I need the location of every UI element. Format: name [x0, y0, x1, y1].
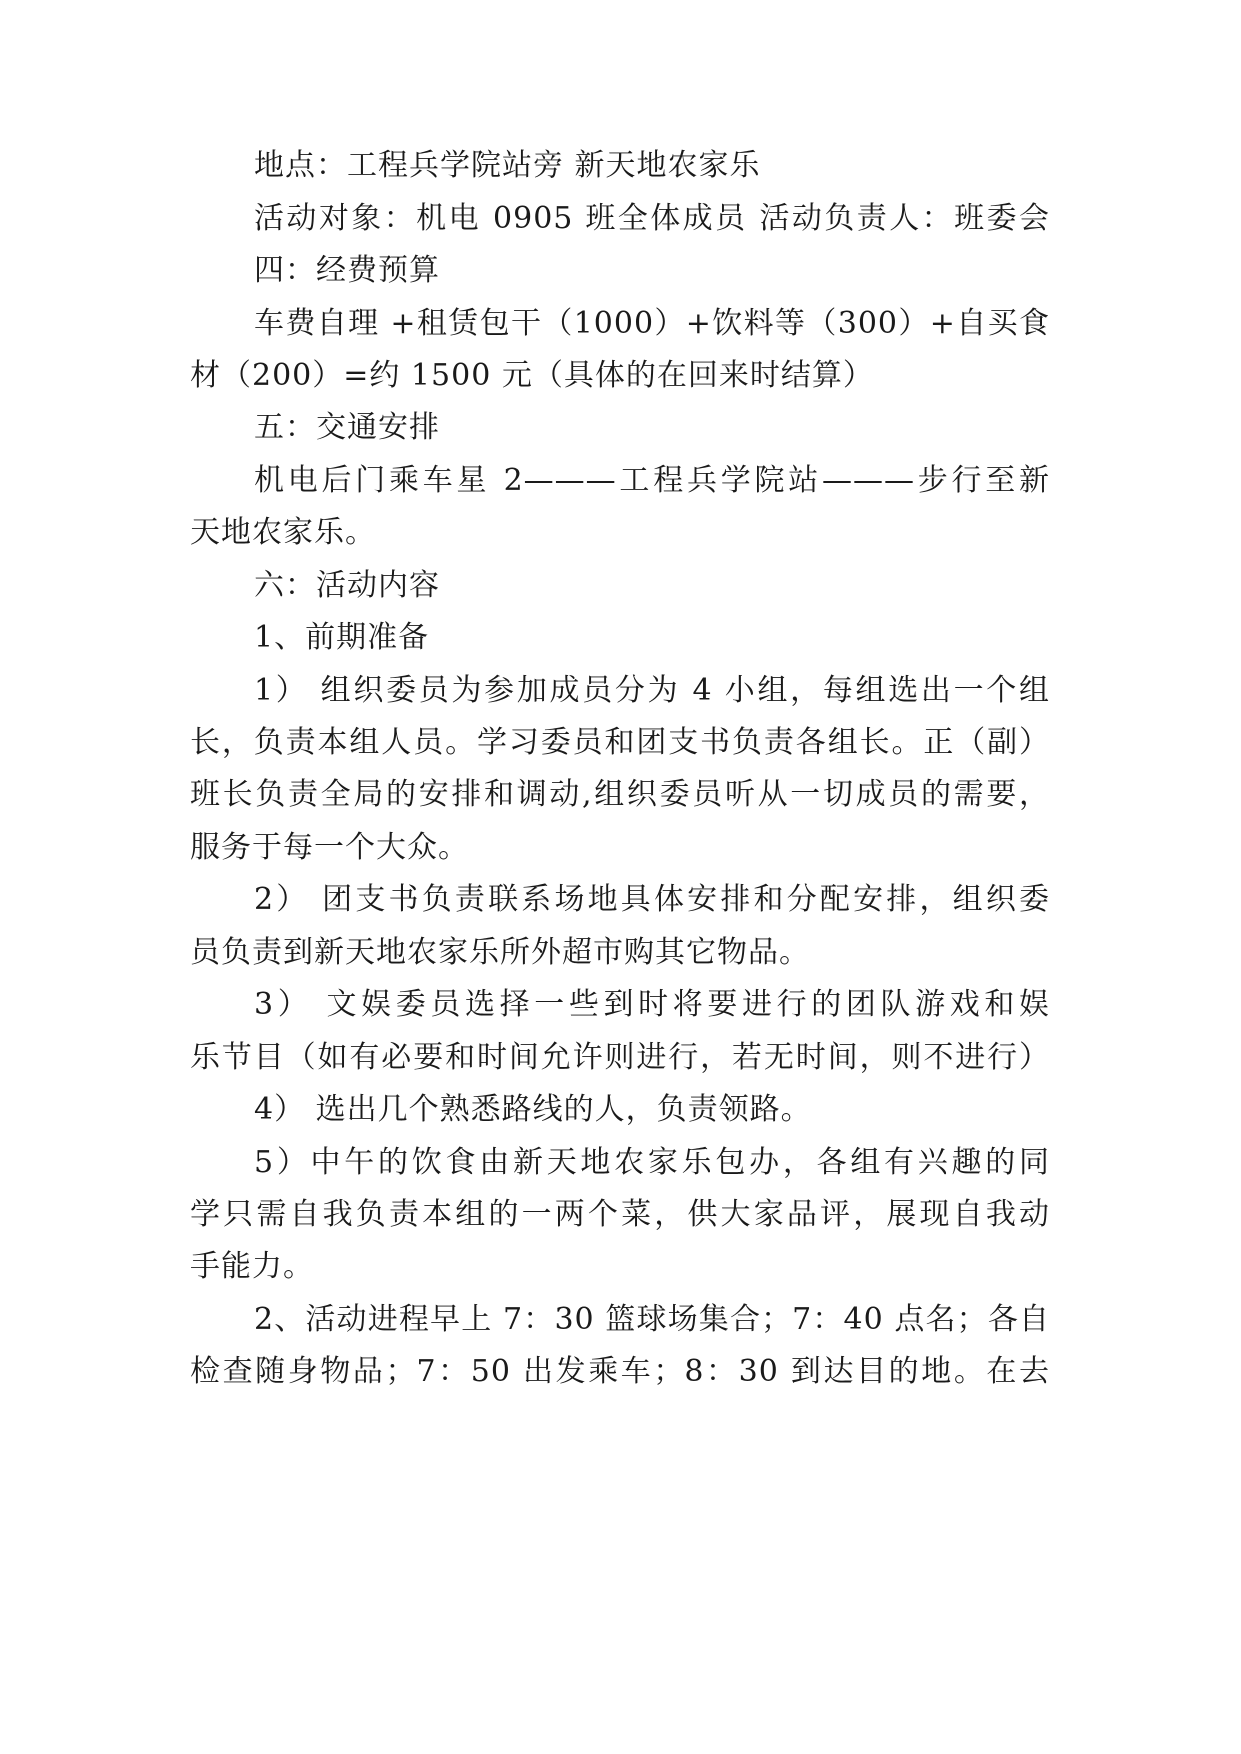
participants-line: 活动对象：机电 0905 班全体成员 活动负责人：班委会 [254, 201, 1050, 236]
schedule-line-1: 2、活动进程早上 7：30 篮球场集合；7：40 点名；各自 [254, 1302, 1050, 1337]
prep-item-2-line-2: 员负责到新天地农家乐所外超市购其它物品。 [190, 935, 810, 970]
section-heading-budget: 四：经费预算 [254, 253, 440, 288]
prep-item-5-line-1: 5）中午的饮食由新天地农家乐包办，各组有兴趣的同 [254, 1145, 1050, 1180]
prep-item-3-line-2: 乐节目（如有必要和时间允许则进行，若无时间，则不进行） [190, 1040, 1050, 1075]
budget-line-2: 材（200）=约 1500 元（具体的在回来时结算） [190, 358, 874, 393]
prep-item-1-line-1: 1） 组织委员为参加成员分为 4 小组，每组选出一个组 [254, 673, 1050, 708]
prep-item-5-line-3: 手能力。 [190, 1249, 314, 1284]
prep-item-1-line-4: 服务于每一个大众。 [190, 830, 469, 865]
prep-item-1-line-3: 班长负责全局的安排和调动,组织委员听从一切成员的需要， [190, 777, 1050, 812]
subheading-preparation: 1、前期准备 [254, 620, 430, 655]
section-heading-content: 六：活动内容 [254, 568, 440, 603]
budget-line-1: 车费自理 +租赁包干（1000）+饮料等（300）+自买食 [254, 306, 1050, 341]
prep-item-2-line-1: 2） 团支书负责联系场地具体安排和分配安排，组织委 [254, 882, 1050, 917]
prep-item-3-line-1: 3） 文娱委员选择一些到时将要进行的团队游戏和娱 [254, 987, 1050, 1022]
schedule-line-2: 检查随身物品；7：50 出发乘车；8：30 到达目的地。在去 [190, 1354, 1050, 1389]
location-line: 地点：工程兵学院站旁 新天地农家乐 [254, 148, 761, 183]
section-heading-transport: 五：交通安排 [254, 410, 440, 445]
prep-item-4: 4） 选出几个熟悉路线的人，负责领路。 [254, 1092, 812, 1127]
prep-item-1-line-2: 长，负责本组人员。学习委员和团支书负责各组长。正（副） [190, 725, 1050, 760]
transport-line-2: 天地农家乐。 [190, 515, 376, 550]
prep-item-5-line-2: 学只需自我负责本组的一两个菜，供大家品评，展现自我动 [190, 1197, 1050, 1232]
transport-line-1: 机电后门乘车星 2———工程兵学院站———步行至新 [254, 463, 1050, 498]
